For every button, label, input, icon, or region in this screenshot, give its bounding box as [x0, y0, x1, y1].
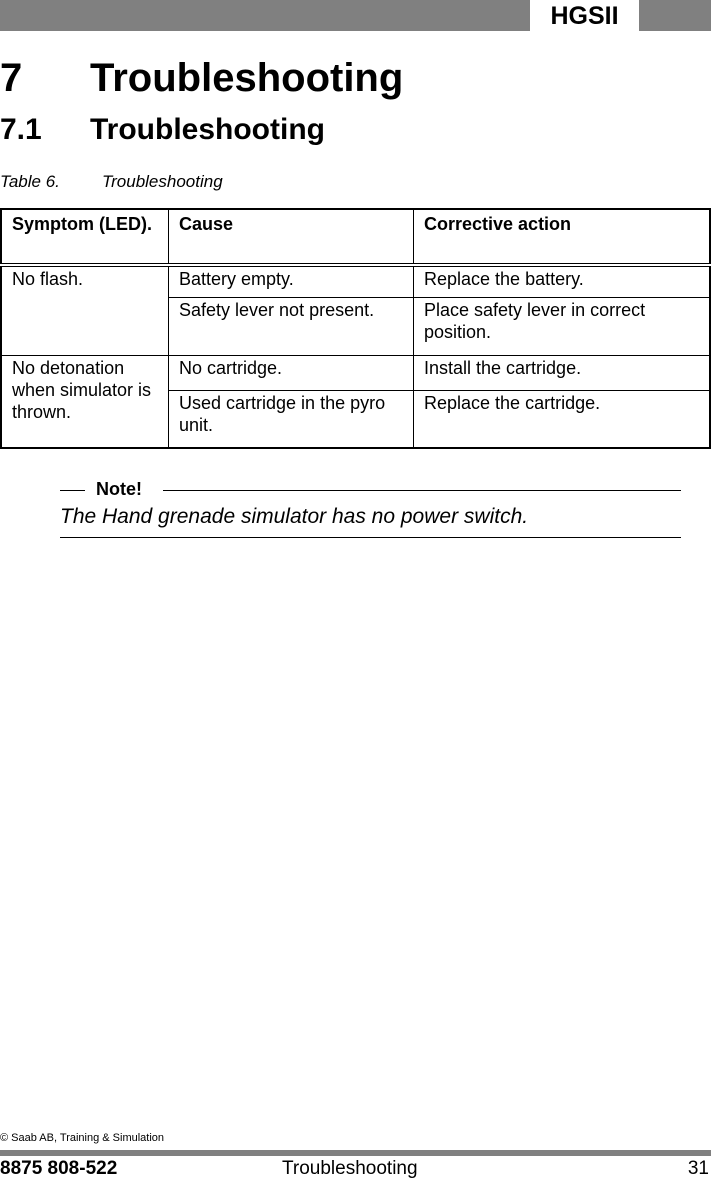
page-number: 31	[687, 1158, 709, 1179]
column-header: Cause	[169, 209, 414, 265]
column-header: Corrective action	[414, 209, 711, 265]
note-rule-left	[60, 490, 85, 491]
troubleshooting-table	[0, 208, 711, 449]
column-header: Symptom (LED).	[1, 209, 169, 265]
chapter-number: 7	[0, 56, 23, 100]
note-rule-bottom	[60, 537, 681, 538]
action-cell: Replace the cartridge.	[414, 391, 711, 449]
table-caption	[0, 172, 223, 192]
section-title: Troubleshooting	[90, 113, 325, 146]
cause-cell: No cartridge.	[169, 356, 414, 391]
header-bar	[0, 0, 530, 31]
document-number: 8875 808-522	[0, 1158, 118, 1179]
action-cell: Install the cartridge.	[414, 356, 711, 391]
caption-number: Table 6.	[0, 172, 60, 191]
product-name: HGSII	[550, 2, 619, 30]
note-text: The Hand grenade simulator has no power switch.	[60, 505, 529, 528]
header-bar-right	[639, 0, 711, 31]
section-heading	[0, 113, 325, 147]
table-row	[1, 265, 710, 298]
symptom-cell: No detonation when simulator is thrown.	[12, 358, 152, 422]
symptom-cell: No flash.	[1, 265, 169, 356]
cause-cell: Used cartridge in the pyro unit.	[169, 391, 414, 449]
section-number: 7.1	[0, 113, 42, 146]
chapter-heading	[0, 56, 403, 101]
note-rule-right	[163, 490, 681, 491]
caption-title: Troubleshooting	[102, 172, 223, 191]
action-cell: Replace the battery.	[414, 265, 711, 298]
table-row	[1, 356, 710, 391]
footer-section: Troubleshooting	[282, 1158, 418, 1179]
table-header-row	[1, 209, 710, 265]
note-label: Note!	[96, 479, 142, 499]
cause-cell: Battery empty.	[169, 265, 414, 298]
chapter-title: Troubleshooting	[90, 56, 404, 100]
cause-cell: Safety lever not present.	[169, 298, 414, 356]
footer-bar	[0, 1150, 711, 1156]
action-cell: Place safety lever in correct position.	[414, 298, 711, 356]
copyright: © Saab AB, Training & Simulation	[0, 1132, 165, 1144]
